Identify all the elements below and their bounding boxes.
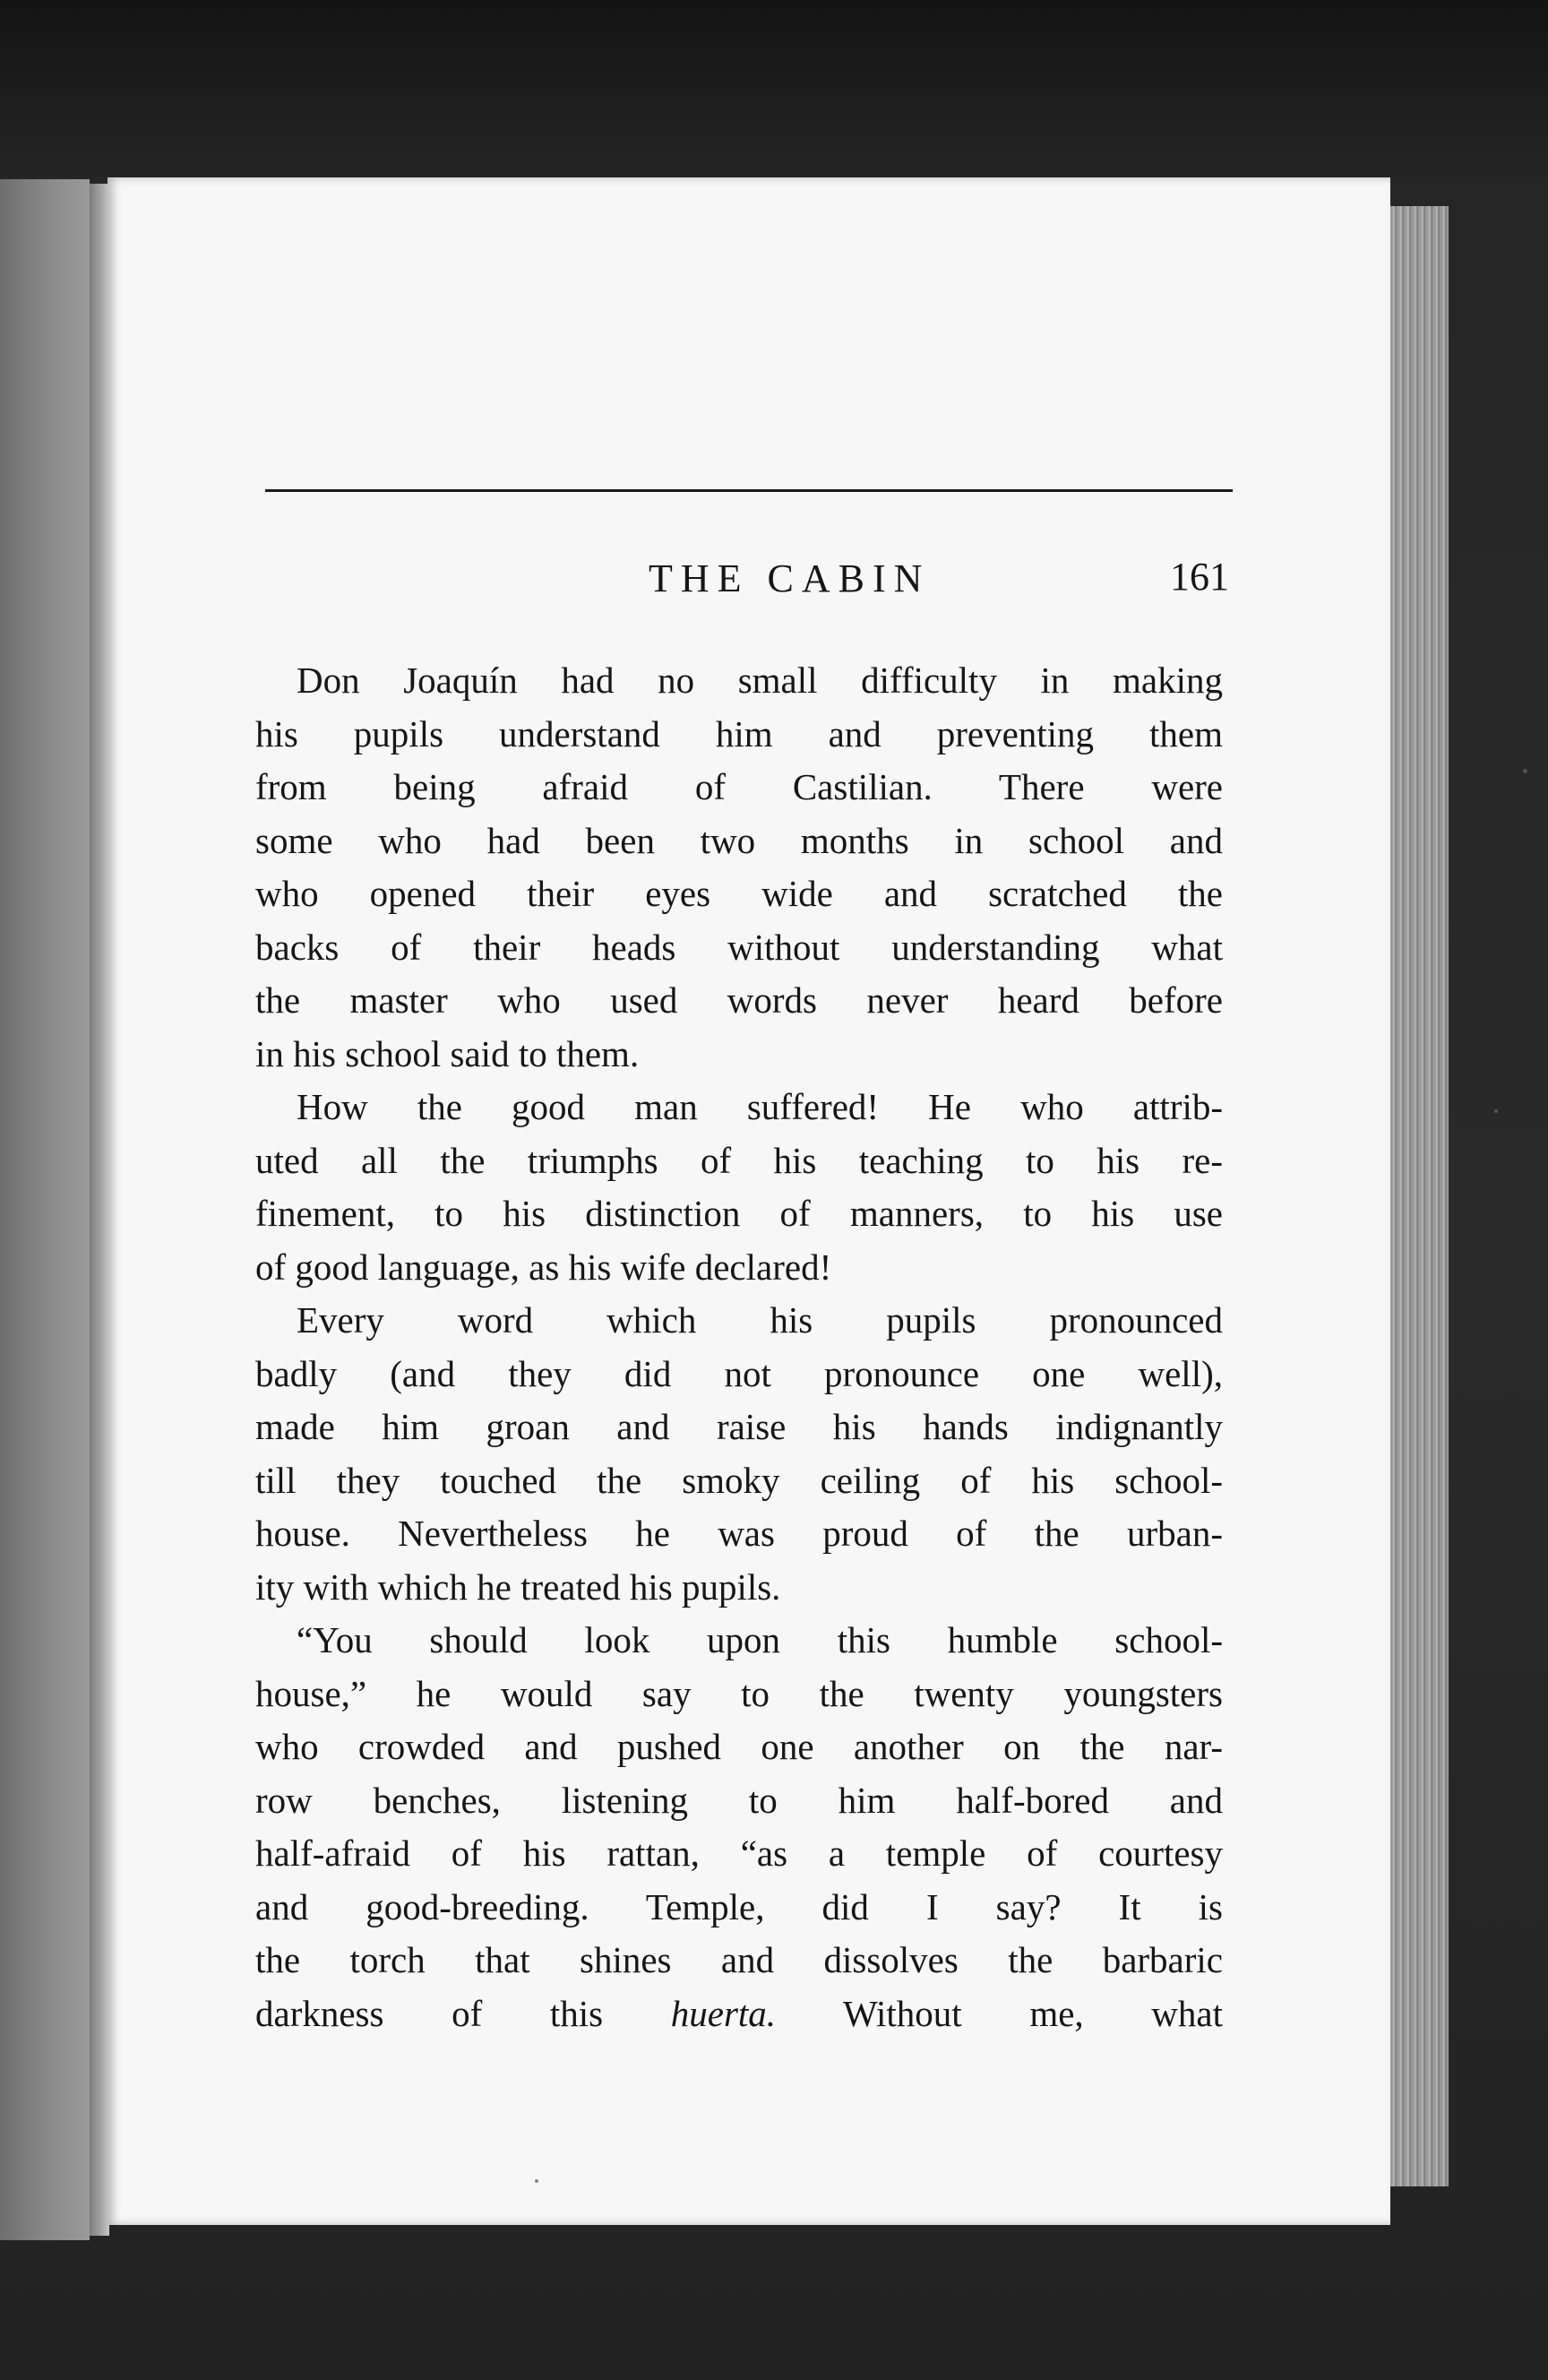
text-line: from being afraid of Castilian. There were [255,766,1223,807]
text-line: the master who used words never heard before [255,979,1223,1021]
text-line: of good language, as his wife declared! [255,1246,832,1288]
gutter-shadow [90,184,109,2236]
text-line: half-afraid of his rattan, “as a temple of courtesy [255,1832,1223,1874]
text-line: and good-breeding. Temple, did I say? It is [255,1885,1223,1927]
dust-speck [535,2179,538,2183]
body-text [255,654,1223,2040]
text-line: badly (and they did not pronounce one well), [255,1352,1223,1394]
text-line: Don Joaquín had no small difficulty in making [297,660,1223,701]
text-line: finement, to his distinction of manners, to his use [255,1193,1223,1234]
book-page [108,177,1390,2225]
text-line: backs of their heads without understanding what [255,926,1223,968]
text-line: Every word which his pupils pronounced [297,1299,1223,1341]
text-line: the torch that shines and dissolves the barbaric [255,1939,1223,1980]
text-line: How the good man suffered! He who attrib- [297,1086,1223,1127]
text-line: in his school said to them. [255,1032,640,1074]
text-run: Without me, what [776,1992,1223,2034]
paragraph-2 [255,1081,1223,1294]
paragraph-3 [255,1294,1223,1614]
text-line: “You should look upon this humble school- [297,1619,1223,1660]
text-line: who crowded and pushed one another on the nar- [255,1726,1223,1767]
text-line-final [255,1988,1223,2041]
running-title: THE CABIN [649,556,931,600]
text-line: house,” he would say to the twenty youngsters [255,1672,1223,1714]
page-block-edge [1384,206,1449,2186]
text-line: some who had been two months in school and [255,819,1223,861]
dust-speck [1494,1109,1498,1113]
paragraph-1 [255,654,1223,1081]
text-line: ity with which he treated his pupils. [255,1565,781,1608]
text-line: row benches, listening to him half-bored and [255,1779,1223,1821]
facing-page-edge [0,179,90,2240]
text-run: darkness of this [255,1992,671,2034]
text-line: his pupils understand him and preventing them [255,712,1223,755]
text-line: made him groan and raise his hands indignantly [255,1406,1223,1447]
text-line: uted all the triumphs of his teaching to his re- [255,1139,1223,1181]
dust-speck [1523,769,1527,773]
paragraph-4 [255,1614,1223,2040]
text-line: who opened their eyes wide and scratched the [255,873,1223,914]
text-line: till they touched the smoky ceiling of his school- [255,1459,1223,1501]
text-line: house. Nevertheless he was proud of the urban- [255,1513,1223,1554]
page-number: 161 [1170,555,1229,599]
running-head [265,400,1233,600]
italic-word: huerta. [670,1992,777,2034]
